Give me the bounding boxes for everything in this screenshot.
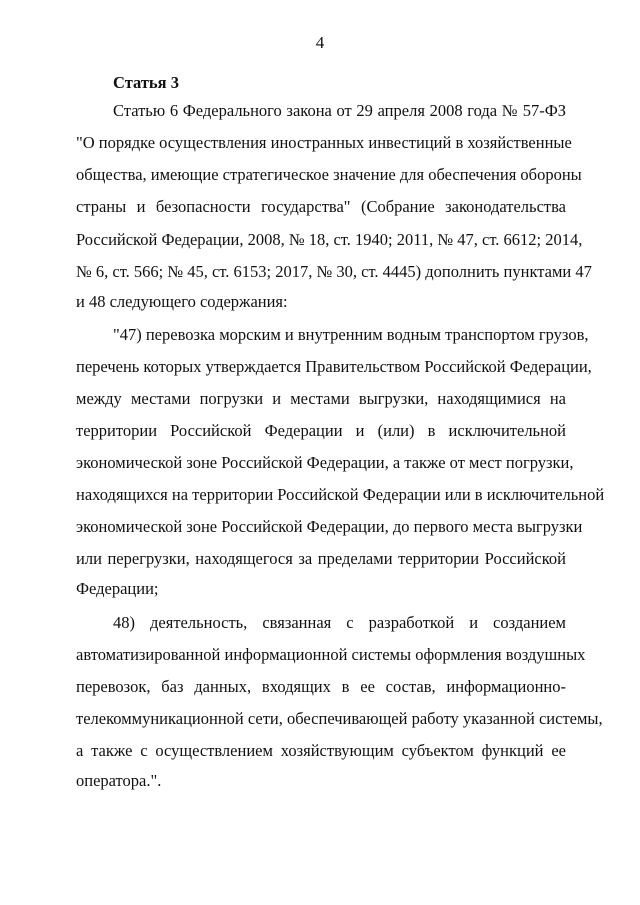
text-line: а также с осуществлением хозяйствующим субъектом функций ее [76,741,566,760]
text-line: или перегрузки, находящегося за пределами территории Российской [76,549,566,568]
text-line: экономической зоне Российской Федерации, до первого места выгрузки [76,517,583,536]
text-line: телекоммуникационной сети, обеспечивающей работу указанной системы, [76,709,603,728]
text-line: перевозок, баз данных, входящих в ее состав, информационно- [76,677,566,696]
text-line: Российской Федерации, 2008, № 18, ст. 1940; 2011, № 47, ст. 6612; 2014, [76,230,583,249]
text-line: оператора.". [76,771,162,790]
text-line: территории Российской Федерации и (или) в исключительной [76,421,566,440]
text-line: Статью 6 Федерального закона от 29 апреля 2008 года № 57-ФЗ [113,101,566,120]
text-line: находящихся на территории Российской Федерации или в исключительной [76,485,605,504]
article-heading: Статья 3 [113,73,179,92]
text-line: Федерации; [76,579,159,598]
text-line: страны и безопасности государства" (Собрание законодательства [76,197,566,216]
text-line: и 48 следующего содержания: [76,292,288,311]
text-line: экономической зоне Российской Федерации, а также от мест погрузки, [76,453,574,472]
text-line: № 6, ст. 566; № 45, ст. 6153; 2017, № 30, ст. 4445) дополнить пунктами 47 [76,262,592,281]
text-line: между местами погрузки и местами выгрузки, находящимися на [76,389,566,408]
text-line: "47) перевозка морским и внутренним водным транспортом грузов, [113,325,589,344]
text-line: "О порядке осуществления иностранных инвестиций в хозяйственные [76,133,572,152]
page-number: 4 [315,33,325,52]
text-line: 48) деятельность, связанная с разработкой и созданием [113,613,566,632]
text-line: перечень которых утверждается Правительством Российской Федерации, [76,357,592,376]
text-line: общества, имеющие стратегическое значение для обеспечения обороны [76,165,582,184]
text-line: автоматизированной информационной системы оформления воздушных [76,645,586,664]
